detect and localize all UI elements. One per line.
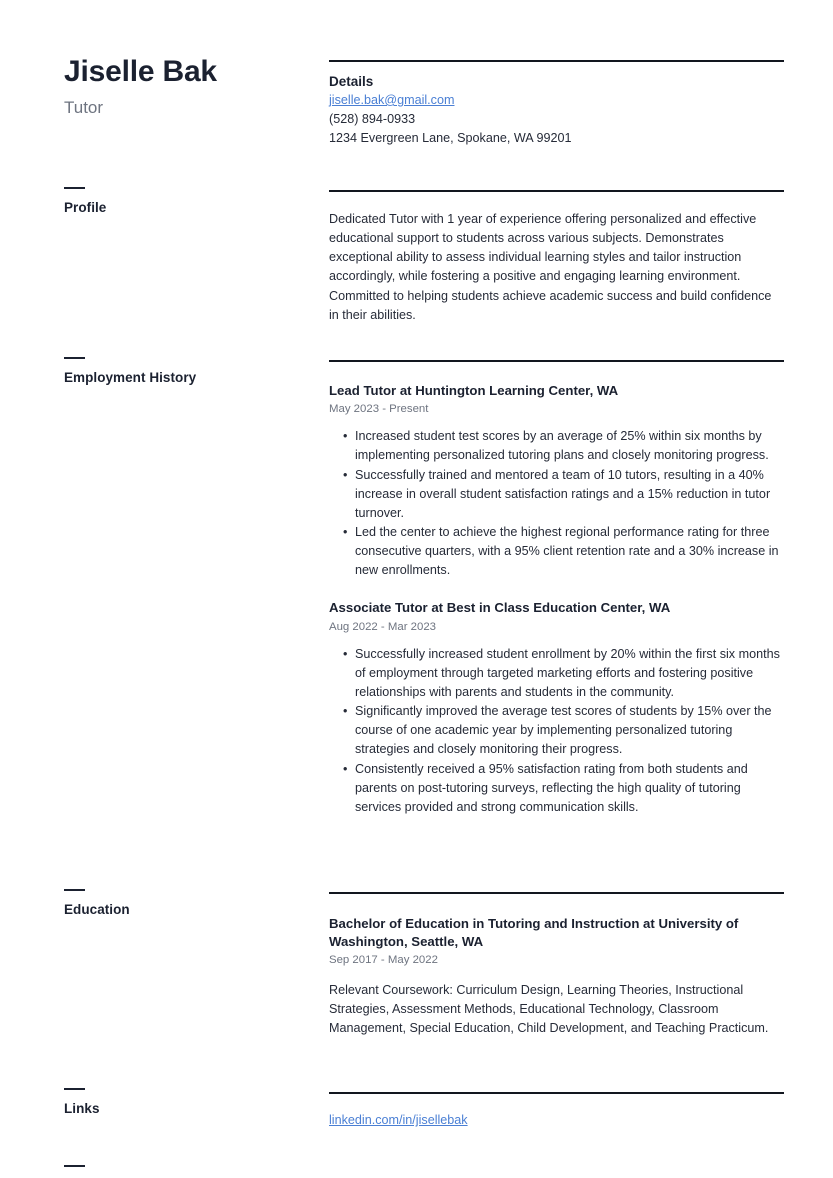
candidate-role: Tutor [64,97,104,117]
section-rule [64,357,85,359]
sidebar-label-employment: Employment History [64,370,197,385]
sidebar-label-links: Links [64,1101,100,1116]
entry-date: Sep 2017 - May 2022 [329,954,438,967]
employment-section [329,360,784,817]
entry-description: Relevant Coursework: Curriculum Design, Learning Theories, Instructional Strategies, Assessment Methods, Educational Technology, Classroom Management, Special Education, Child Development, and Teaching Practicum. [329,982,769,1035]
profile-text: Dedicated Tutor with 1 year of experience offering personalized and effective educational support to students across various subjects. Demonstrates exceptional ability to assess individual learning styles and tailor instruction accordingly, while fostering a positive and engaging learning environment. Committed to helping students achieve academic success and build confidence in their abilities. [329,212,772,322]
employment-entry [329,382,784,580]
entry-bullets [329,427,784,580]
email-link[interactable]: jiselle.bak@gmail.com [329,93,455,107]
section-rule [64,1165,85,1167]
section-divider [329,892,784,894]
section-rule [64,187,85,189]
sidebar-label-education: Education [64,902,130,917]
profile-section [329,190,784,325]
sidebar-section-next [64,1165,314,1167]
links-section [329,1092,784,1130]
linkedin-link[interactable]: linkedin.com/in/jisellebak [329,1113,468,1127]
section-divider [329,1092,784,1094]
list-item: • Led the center to achieve the highest regional performance rating for three consecutive quarters, with a 95% client retention rate and a 30% increase in new enrollments. [329,523,784,580]
address-text: 1234 Evergreen Lane, Spokane, WA 99201 [329,131,572,146]
sidebar-section-links [64,1088,314,1116]
entry-title: Lead Tutor at Huntington Learning Center, WA [329,383,619,398]
entry-title: Bachelor of Education in Tutoring and Instruction at University of Washington, Seattle, WA [329,916,739,950]
phone-text: (528) 894-0933 [329,112,416,127]
list-item: • Successfully trained and mentored a team of 10 tutors, resulting in a 40% increase in overall student satisfaction ratings and a 15% reduction in tutor turnover. [329,466,784,523]
details-section [329,60,784,148]
section-rule [64,889,85,891]
section-divider [329,60,784,62]
sidebar-section-education [64,889,314,917]
section-divider [329,360,784,362]
candidate-name: Jiselle Bak [64,55,217,88]
entry-bullets [329,645,784,817]
education-section [329,892,784,1038]
entry-title: Associate Tutor at Best in Class Education Center, WA [329,600,671,616]
education-entry [329,915,784,1038]
list-item: • Significantly improved the average test scores of students by 15% over the course of one academic year by implementing personalized tutoring strategies and closely monitoring their progress. [329,702,784,759]
list-item: • Consistently received a 95% satisfaction rating from both students and parents on post-tutoring surveys, reflecting the high quality of tutoring services provided and strong communication skills. [329,760,784,817]
section-divider [329,190,784,192]
employment-entry [329,599,784,817]
entry-date: May 2023 - Present [329,403,429,416]
sidebar-label-profile: Profile [64,200,107,215]
entry-date: Aug 2022 - Mar 2023 [329,620,437,633]
list-item: • Successfully increased student enrollment by 20% within the first six months of employment through targeted marketing efforts and fostering positive relationships with parents and students in the community. [329,645,784,702]
details-heading: Details [329,74,374,89]
section-rule [64,1088,85,1090]
sidebar-section-profile [64,187,314,215]
sidebar-section-employment [64,357,314,385]
header-block [64,55,314,119]
list-item: • Increased student test scores by an average of 25% within six months by implementing personalized tutoring plans and closely monitoring progress. [329,427,784,465]
